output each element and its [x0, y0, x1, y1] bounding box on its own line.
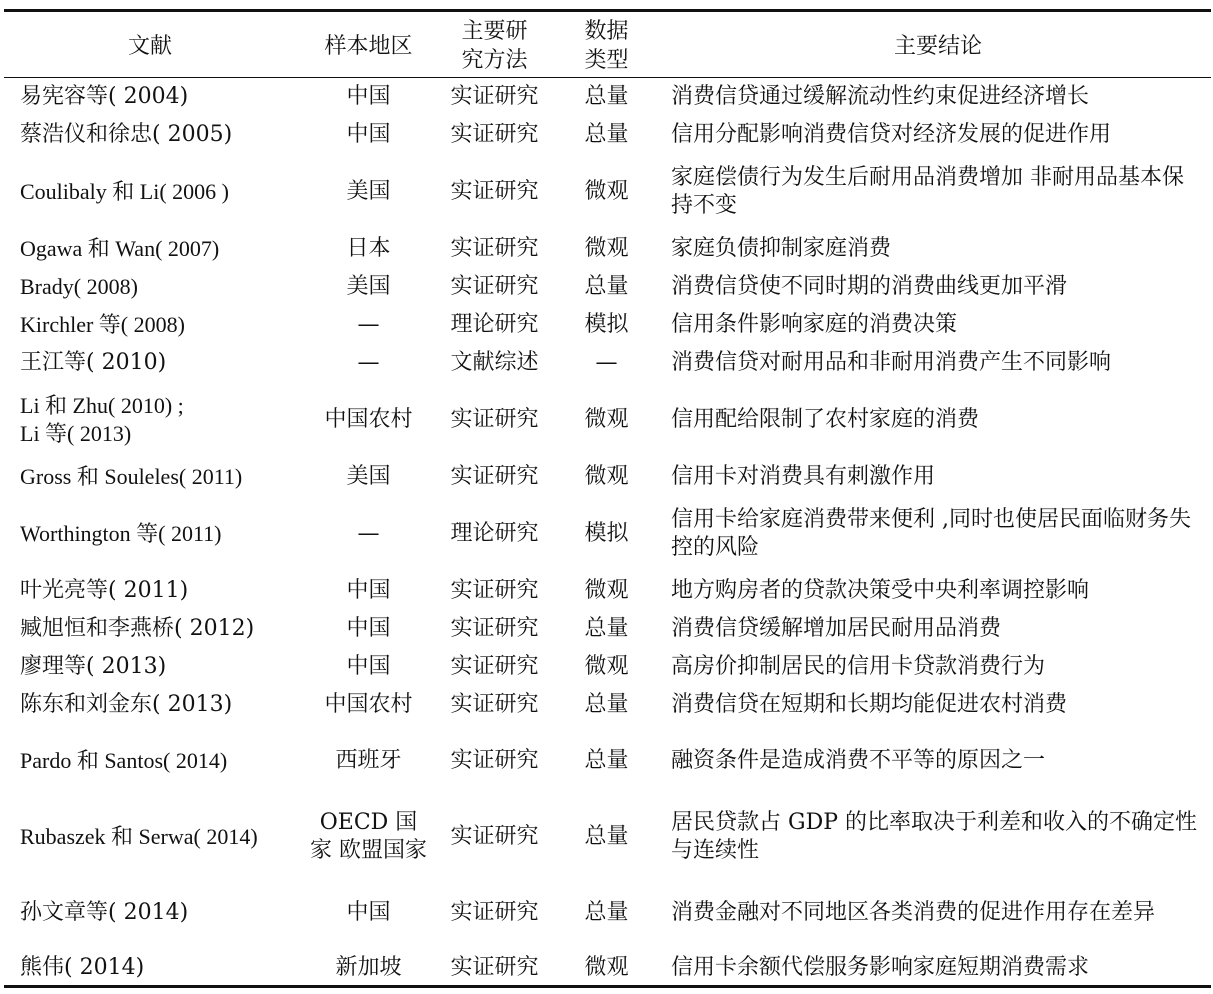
cell-region: 中国: [346, 577, 391, 603]
header-row: [4, 11, 1211, 78]
cell-method: 实证研究: [450, 748, 539, 773]
cell-type: 总量: [584, 273, 629, 299]
cell-region: 中国农村: [324, 691, 413, 717]
cell-method: 实证研究: [450, 691, 539, 717]
table-row: [4, 306, 1211, 344]
cell-conclusion: 融资条件是造成消费不平等的原因之一: [671, 748, 1046, 773]
cell-method: 实证研究: [450, 273, 539, 299]
table-row: [4, 382, 1211, 458]
cell-region: 中国: [346, 899, 391, 925]
table-row: [4, 230, 1211, 268]
cell-type: 微观: [584, 463, 629, 489]
cell-method: 理论研究: [450, 520, 539, 546]
cell-ref: Coulibaly 和 Li( 2006 ): [20, 178, 229, 204]
cell-region: 中国: [346, 121, 391, 147]
cell-type: 总量: [584, 899, 629, 925]
cell-type: 总量: [584, 615, 629, 641]
cell-method: 实证研究: [450, 235, 539, 261]
cell-conclusion: 家庭负债抑制家庭消费: [671, 235, 892, 261]
cell-region: 中国: [346, 83, 391, 109]
table-row: [4, 78, 1211, 116]
table-row: [4, 496, 1211, 572]
cell-method: 实证研究: [450, 615, 539, 641]
cell-ref: Rubaszek 和 Serwa( 2014): [20, 823, 258, 849]
cell-conclusion: 信用卡余额代偿服务影响家庭短期消费需求: [671, 954, 1090, 980]
cell-method: 文献综述: [450, 349, 539, 375]
table-row: [4, 572, 1211, 610]
cell-ref: Worthington 等( 2011): [20, 520, 222, 546]
cell-type: 总量: [584, 748, 629, 773]
cell-region: 日本: [346, 235, 391, 261]
header-ref: 文献: [127, 33, 172, 59]
table-row: [4, 648, 1211, 686]
cell-type: 总量: [584, 823, 629, 849]
table-row: [4, 686, 1211, 724]
cell-ref: 王江等( 2010): [20, 349, 167, 375]
table-row: [4, 154, 1211, 230]
cell-type: 微观: [584, 954, 629, 980]
cell-method: 实证研究: [450, 653, 539, 679]
table-header: [4, 11, 1211, 78]
cell-ref: 熊伟( 2014): [20, 954, 145, 980]
cell-conclusion: 消费信贷缓解增加居民耐用品消费: [671, 615, 1002, 641]
cell-ref: Pardo 和 Santos( 2014): [20, 748, 228, 773]
cell-conclusion: 高房价抑制居民的信用卡贷款消费行为: [671, 653, 1046, 679]
cell-conclusion: 消费金融对不同地区各类消费的促进作用存在差异: [671, 899, 1156, 925]
cell-region: 中国农村: [324, 406, 413, 432]
cell-ref: 臧旭恒和李燕桥( 2012): [20, 615, 255, 641]
cell-type: 模拟: [584, 311, 629, 337]
table-row: [4, 951, 1211, 987]
cell-region: —: [357, 349, 380, 375]
header-type: 数据类型: [584, 19, 629, 73]
header-method: 主要研究方法: [461, 19, 528, 73]
cell-ref: Gross 和 Souleles( 2011): [20, 463, 243, 489]
cell-conclusion: 信用卡对消费具有刺激作用: [671, 463, 936, 489]
cell-type: 微观: [584, 577, 629, 603]
cell-conclusion: 消费信贷使不同时期的消费曲线更加平滑: [671, 273, 1068, 299]
cell-type: 总量: [584, 121, 629, 147]
cell-region: 西班牙: [335, 748, 402, 773]
cell-type: 微观: [584, 178, 629, 204]
cell-method: 实证研究: [450, 823, 539, 849]
cell-method: 实证研究: [450, 121, 539, 147]
cell-region: OECD 国家 欧盟国家: [310, 809, 427, 863]
cell-ref: Ogawa 和 Wan( 2007): [20, 235, 220, 261]
cell-conclusion: 信用配给限制了农村家庭的消费: [671, 406, 980, 432]
cell-type: 微观: [584, 406, 629, 432]
cell-type: 微观: [584, 653, 629, 679]
cell-method: 实证研究: [450, 954, 539, 980]
cell-region: 新加坡: [335, 954, 402, 980]
literature-table: [4, 9, 1211, 988]
table-row: [4, 724, 1211, 799]
header-conclusion: 主要结论: [893, 33, 982, 59]
table-row: [4, 268, 1211, 306]
cell-conclusion: 信用分配影响消费信贷对经济发展的促进作用: [671, 121, 1112, 147]
cell-method: 实证研究: [450, 178, 539, 204]
table-row: [4, 344, 1211, 382]
cell-type: 总量: [584, 83, 629, 109]
cell-conclusion: 信用卡给家庭消费带来便利 ,同时也使居民面临财务失控的风险: [671, 506, 1191, 560]
cell-ref: 孙文章等( 2014): [20, 899, 189, 925]
cell-ref: 蔡浩仪和徐忠( 2005): [20, 121, 233, 147]
cell-conclusion: 家庭偿债行为发生后耐用品消费增加 非耐用品基本保持不变: [671, 164, 1184, 218]
cell-conclusion: 信用条件影响家庭的消费决策: [671, 311, 958, 337]
table-row: [4, 799, 1211, 875]
cell-region: 中国: [346, 615, 391, 641]
table-row: [4, 458, 1211, 496]
cell-type: 模拟: [584, 520, 629, 546]
cell-region: 中国: [346, 653, 391, 679]
cell-conclusion: 消费信贷在短期和长期均能促进农村消费: [671, 691, 1068, 717]
cell-conclusion: 居民贷款占 GDP 的比率取决于利差和收入的不确定性与连续性: [671, 809, 1198, 863]
cell-method: 实证研究: [450, 463, 539, 489]
cell-region: 美国: [346, 178, 391, 204]
table-row: [4, 116, 1211, 154]
cell-region: —: [357, 311, 380, 337]
cell-type: 微观: [584, 235, 629, 261]
cell-type: —: [595, 349, 618, 375]
cell-ref: 易宪容等( 2004): [20, 83, 189, 109]
cell-conclusion: 地方购房者的贷款决策受中央利率调控影响: [671, 577, 1090, 603]
cell-method: 实证研究: [450, 899, 539, 925]
table-body: [4, 78, 1211, 987]
cell-type: 总量: [584, 691, 629, 717]
cell-region: 美国: [346, 273, 391, 299]
cell-conclusion: 消费信贷对耐用品和非耐用消费产生不同影响: [671, 349, 1112, 375]
cell-ref: 廖理等( 2013): [20, 653, 167, 679]
cell-method: 实证研究: [450, 406, 539, 432]
table-row: [4, 875, 1211, 951]
cell-region: 美国: [346, 463, 391, 489]
cell-ref: Brady( 2008): [20, 273, 138, 299]
cell-region: —: [357, 520, 380, 546]
cell-method: 实证研究: [450, 577, 539, 603]
cell-ref: Kirchler 等( 2008): [20, 311, 185, 337]
table-row: [4, 610, 1211, 648]
cell-ref: 叶光亮等( 2011): [20, 577, 189, 603]
cell-method: 理论研究: [450, 311, 539, 337]
cell-ref: 陈东和刘金东( 2013): [20, 691, 233, 717]
cell-method: 实证研究: [450, 83, 539, 109]
cell-ref: Li 和 Zhu( 2010) ; Li 等( 2013): [20, 392, 184, 446]
header-region: 样本地区: [324, 33, 413, 59]
cell-conclusion: 消费信贷通过缓解流动性约束促进经济增长: [671, 83, 1090, 109]
